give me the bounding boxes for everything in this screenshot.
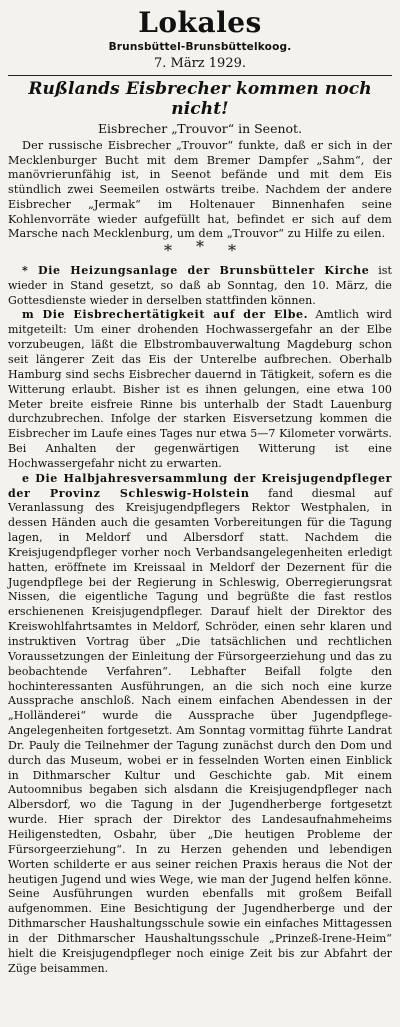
- local-news-items: [8, 264, 392, 977]
- news-item-text: fand diesmal auf Veranlassung des Kreisjugendpflegers Rektor Westphalen, in dessen Händen auch die gesamten Vorbereitungen für die Tagung lagen, in Meldorf und Albersdorf statt. Nachdem die Kreisjugendpfleger vorher noch Verbandsangelegenheiten erledigt hatten, eröffnete im Kreissaal in Meldorf der Dezernent für die Jugendpflege bei der Regierung in Schleswig, Oberregierungsrat Nissen, die eigentliche Tagung und begrüßte die fast restlos erschienenen Kreisjugendpfleger. Darauf hielt der Direktor des Kreiswohlfahrtsamtes in Meldorf, Schröder, einen sehr klaren und instruktiven Vortrag über „Die tatsächlichen und rechtlichen Voraussetzungen der Einleitung der Fürsorgeerziehung und das zu beobachtende Verfahren“. Lebhafter Beifall folgte den hochinteressanten Ausführungen, an die sich noch eine kurze Aussprache anschloß. Nach einem einfachen Abendessen in der „Holländerei“ wurde die Aussprache über Jugendpflege-Angelegenheiten fortgesetzt. Am Sonntag vormittag führte Landrat Dr. Pauly die Teilnehmer der Tagung zunächst durch den Dom und durch das Museum, wobei er in fesselnden Worten einen Einblick in Dithmarscher Kultur und Geschichte gab. Mit einem Autoomnibus begaben sich alsdann die Kreisjugendpfleger nach Albersdorf, wo die Tagung in der Jugendherberge fortgesetzt wurde. Hier sprach der Direktor des Landesaufnahmeheims Heiligenstedten, Osbahr, über „Die heutigen Probleme der Fürsorgeerziehung“. In zu Herzen gehenden und lebendigen Worten schilderte er aus seiner reichen Praxis heraus die Not der heutigen Jugend und wies Wege, wie man der Jugend helfen könne. Seine Ausführungen wurden ebenfalls mit großem Beifall aufgenommen. Eine Besichtigung der Jugendherberge und der Dithmarscher Haushaltungsschule sowie ein einfaches Mittagessen in der Dithmarscher Haushaltungsschule „Prinzeß-Irene-Heim“ hielt die Kreisjugendpfleger noch einige Zeit bis zur Abfahrt der Züge beisammen.: [8, 486, 392, 975]
- separator-star: *: [228, 240, 236, 260]
- separator-star: *: [196, 236, 204, 256]
- news-item-icebreaker-elbe: [8, 308, 392, 471]
- news-item-kicker: * Die Heizungsanlage der Brunsbütteler Kirche: [22, 263, 370, 277]
- news-item-youth-worker-meeting: [8, 472, 392, 977]
- news-item-kicker: m Die Eisbrechertätigkeit auf der Elbe.: [22, 308, 309, 322]
- section-masthead: [8, 6, 392, 72]
- article-headline: Rußlands Eisbrecher kommen noch nicht!: [28, 79, 372, 119]
- news-item-text: Amtlich wird mitgeteilt: Um einer drohenden Hochwassergefahr an der Elbe vorzubeugen, läßt die Elbstrombauverwaltung Magdeburg schon seit längerer Zeit das Eis der Unterelbe aufbrechen. Oberhalb Hamburg sind sechs Eisbrecher dauernd in Tätigkeit, sofern es die Witterung erlaubt. Bisher ist es ihnen gelungen, eine etwa 100 Meter breite eisfreie Rinne bis unterhalb der Stadt Lauenburg durchzubrechen. Infolge der starken Eisversetzung kommen die Eisbrecher im Laufe eines Tages nur etwa 5—7 Kilometer vorwärts. Bei Anhalten der gegenwärtigen Witterung ist eine Hochwassergefahr nicht zu erwarten.: [8, 308, 392, 470]
- news-item-text: ist wieder in Stand gesetzt, so daß ab Sonntag, den 10. März, die Gottesdienste wieder in derselben stattfinden können.: [8, 263, 392, 307]
- news-item-kicker: e Die Halbjahresversammlung der Kreisjugendpfleger der Provinz Schleswig-Holstein: [8, 471, 392, 500]
- section-title: Lokales: [138, 6, 262, 39]
- divider-rule: [8, 75, 392, 76]
- section-separator: [8, 236, 392, 260]
- separator-star: *: [164, 240, 172, 260]
- section-subtitle: Brunsbüttel-Brunsbüttelkoog.: [108, 41, 292, 53]
- issue-date: 7. März 1929.: [153, 56, 246, 71]
- news-item-church-heating: [8, 264, 392, 309]
- article-subhead: Eisbrecher „Trouvor“ in Seenot.: [97, 121, 303, 136]
- article-lead: Der russische Eisbrecher „Trouvor“ funkte, daß er sich in der Mecklenburger Bucht mit dem Bremer Dampfer „Sahm“, der manövrierunfähig ist, in Seenot befände und mit dem Eis stündlich zwei Seemeilen ostwärts treibe. Nachdem der andere Eisbrecher „Jermak“ im Holtenauer Binnenhafen seine Kohlenvorräte wieder aufgefüllt hat, befindet er sich auf dem Marsche nach Mecklenburg, um dem „Trouvor“ zu Hilfe zu eilen.: [8, 139, 392, 241]
